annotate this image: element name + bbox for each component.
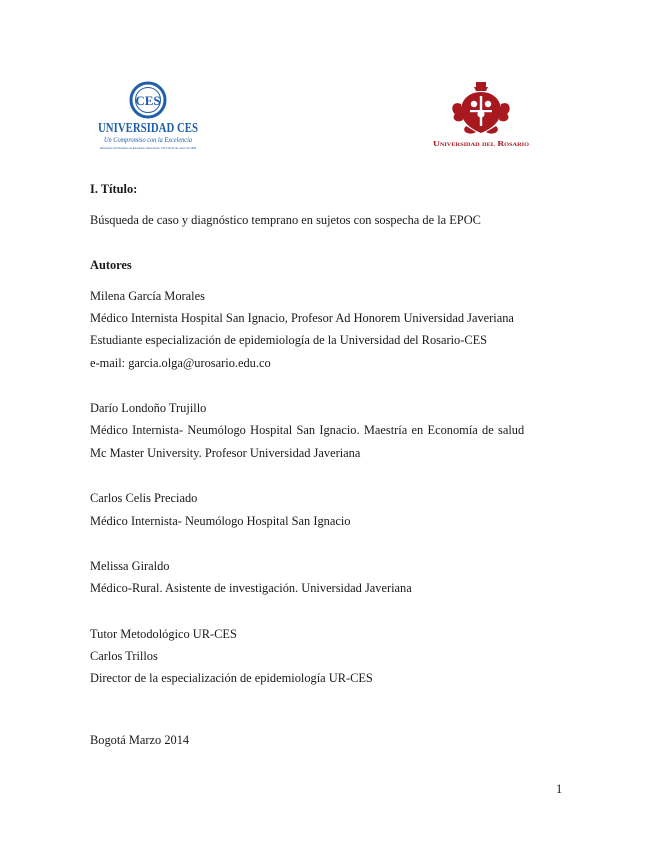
tutor-role: Director de la especialización de epidemiología UR-CES: [90, 671, 373, 685]
author-name: Melissa Giraldo: [90, 559, 170, 573]
ces-fineprint-text: Resolución del Ministerio de Educación Nacional No. 1371 del 22 de marzo de 1999: [100, 146, 197, 150]
author-affiliation: Estudiante especialización de epidemiología de la Universidad del Rosario-CES: [90, 333, 488, 347]
author-affiliation: Médico Internista- Neumólogo Hospital San Ignacio: [90, 514, 351, 528]
rosario-crest-icon: [430, 80, 532, 150]
author-affiliation: Médico-Rural. Asistente de investigación. Universidad Javeriana: [90, 581, 412, 595]
tutor-heading: Tutor Metodológico UR-CES: [90, 627, 237, 641]
ces-tagline-text: Un Compromiso con la Excelencia: [104, 136, 193, 144]
author-affiliation: Médico Internista Hospital San Ignacio, Profesor Ad Honorem Universidad Javeriana: [90, 311, 514, 325]
author-affiliation: Mc Master University. Profesor Universidad Javeriana: [90, 446, 361, 460]
author-name: Darío Londoño Trujillo: [90, 401, 207, 415]
ces-name-text: UNIVERSIDAD CES: [98, 120, 198, 135]
rosario-name-text: Universidad del Rosario: [433, 139, 530, 148]
title-heading: I. Título:: [90, 182, 138, 196]
author-name: Carlos Celis Preciado: [90, 491, 198, 505]
universidad-ces-logo: [96, 80, 200, 156]
ces-emblem-icon: [96, 80, 200, 156]
universidad-rosario-logo: [430, 80, 532, 150]
title-text: Búsqueda de caso y diagnóstico temprano en sujetos con sospecha de la EPOC: [90, 213, 481, 227]
place-date: Bogotá Marzo 2014: [90, 733, 190, 747]
author-email[interactable]: e-mail: garcia.olga@urosario.edu.co: [90, 356, 271, 370]
author-affiliation: Médico Internista- Neumólogo Hospital San Ignacio. Maestría en Economía de salud: [90, 423, 525, 437]
page-number: 1: [556, 782, 563, 796]
authors-heading: Autores: [90, 258, 132, 272]
author-name: Milena García Morales: [90, 289, 205, 303]
ces-badge-text: CES: [135, 93, 161, 108]
tutor-name: Carlos Trillos: [90, 649, 158, 663]
